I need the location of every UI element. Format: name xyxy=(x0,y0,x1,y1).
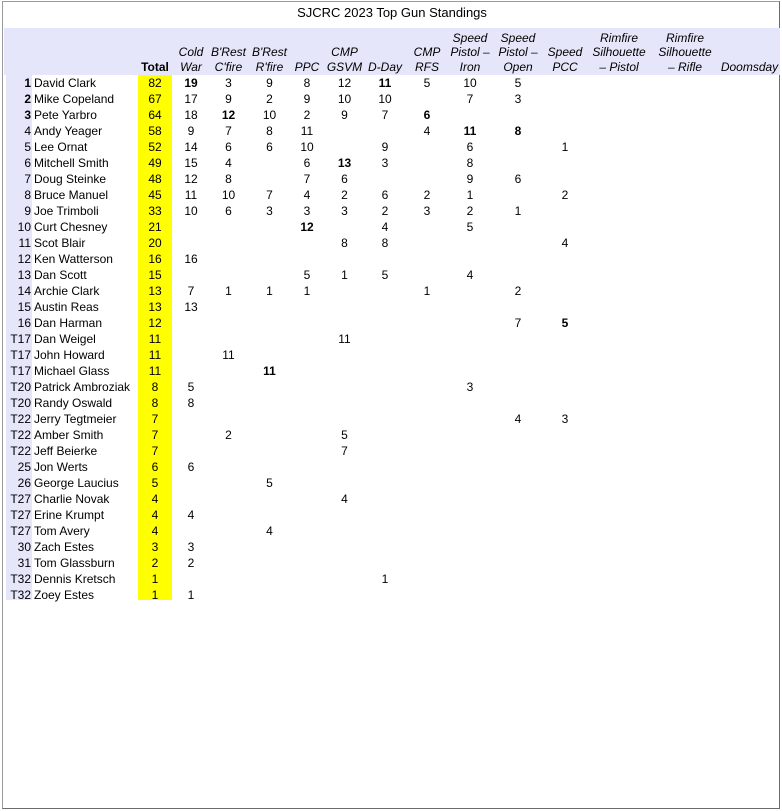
total-cell: 49 xyxy=(148,156,162,170)
score-cell: 19 xyxy=(184,76,198,90)
total-cell: 12 xyxy=(148,316,162,330)
header-doomsday: Doomsday xyxy=(720,59,779,74)
rank-cell: 8 xyxy=(24,188,31,202)
shooter-name: Michael Glass xyxy=(34,364,110,378)
score-cell: 11 xyxy=(184,188,198,202)
header-cold-war: Cold War xyxy=(178,45,204,74)
shooter-name: Mitchell Smith xyxy=(34,156,109,170)
table-row xyxy=(3,411,781,427)
table-row xyxy=(3,395,781,411)
total-cell: 7 xyxy=(151,444,159,458)
shooter-name: Ken Watterson xyxy=(34,252,113,266)
rank-cell: T17 xyxy=(10,364,31,378)
score-cell: 4 xyxy=(423,124,431,138)
score-cell: 3 xyxy=(381,156,389,170)
score-cell: 3 xyxy=(514,92,522,106)
standings-sheet xyxy=(2,1,780,809)
total-cell: 1 xyxy=(151,572,159,586)
score-cell: 2 xyxy=(381,204,389,218)
rank-cell: T27 xyxy=(10,492,31,506)
shooter-name: Randy Oswald xyxy=(34,396,113,410)
total-cell: 82 xyxy=(148,76,162,90)
shooter-name: Zoey Estes xyxy=(34,588,95,602)
score-cell: 11 xyxy=(338,332,351,346)
score-cell: 8 xyxy=(225,172,232,186)
shooter-name: Dan Weigel xyxy=(34,332,96,346)
score-cell: 2 xyxy=(466,204,474,218)
table-row xyxy=(3,107,781,123)
table-row xyxy=(3,379,781,395)
header-cmp-rfs: CMP RFS xyxy=(413,45,441,74)
shooter-name: Andy Yeager xyxy=(34,124,103,138)
table-row xyxy=(3,555,781,571)
rank-cell: T22 xyxy=(10,412,31,426)
score-cell: 2 xyxy=(303,108,311,122)
total-cell: 2 xyxy=(151,556,159,570)
score-cell: 10 xyxy=(378,92,392,106)
score-cell: 4 xyxy=(266,524,273,538)
table-row xyxy=(3,235,781,251)
table-row xyxy=(3,283,781,299)
total-cell: 6 xyxy=(151,460,159,474)
total-cell: 45 xyxy=(148,188,162,202)
total-cell: 64 xyxy=(148,108,162,122)
score-cell: 7 xyxy=(303,172,311,186)
table-row xyxy=(3,91,781,107)
score-cell: 5 xyxy=(466,220,474,234)
total-cell: 15 xyxy=(148,268,162,282)
score-cell: 11 xyxy=(378,76,392,90)
table-row xyxy=(3,171,781,187)
score-cell: 2 xyxy=(423,188,431,202)
standings-table xyxy=(3,75,781,603)
total-cell: 13 xyxy=(148,300,162,314)
total-cell: 16 xyxy=(148,252,162,266)
score-cell: 4 xyxy=(514,412,522,426)
score-cell: 4 xyxy=(225,156,232,170)
total-cell: 11 xyxy=(148,332,162,346)
shooter-name: Doug Steinke xyxy=(34,172,107,186)
score-cell: 9 xyxy=(381,140,389,154)
rank-cell: 14 xyxy=(17,284,31,298)
score-cell: 6 xyxy=(381,188,389,202)
header-speed-pistol-iron: Speed Pistol – Iron xyxy=(450,30,490,74)
rank-cell: T32 xyxy=(10,572,31,586)
score-cell: 15 xyxy=(184,156,198,170)
score-cell: 10 xyxy=(337,92,352,106)
score-cell: 5 xyxy=(303,268,311,282)
score-cell: 1 xyxy=(187,588,195,602)
score-cell: 12 xyxy=(184,172,198,186)
score-cell: 5 xyxy=(341,428,348,442)
score-cell: 11 xyxy=(300,124,314,138)
score-cell: 2 xyxy=(341,188,348,202)
score-cell: 3 xyxy=(423,204,431,218)
score-cell: 8 xyxy=(187,396,195,410)
header-rimfire-silhouette-pistol: Rimfire Silhouette – Pistol xyxy=(592,30,646,74)
score-cell: 12 xyxy=(337,76,352,90)
score-cell: 1 xyxy=(303,284,311,298)
shooter-name: Joe Trimboli xyxy=(34,204,99,218)
score-cell: 3 xyxy=(303,204,311,218)
shooter-name: Curt Chesney xyxy=(34,220,108,234)
score-cell: 1 xyxy=(341,268,348,282)
total-cell: 13 xyxy=(148,284,162,298)
total-cell: 1 xyxy=(151,588,159,602)
total-cell: 52 xyxy=(148,140,162,154)
table-row xyxy=(3,139,781,155)
score-cell: 6 xyxy=(303,156,311,170)
score-cell: 5 xyxy=(561,316,569,330)
score-cell: 4 xyxy=(303,188,311,202)
header-speed-pcc: Speed PCC xyxy=(547,45,583,74)
rank-cell: 3 xyxy=(24,108,31,122)
score-cell: 6 xyxy=(225,204,232,218)
score-cell: 5 xyxy=(187,380,195,394)
rank-cell: 4 xyxy=(24,124,31,138)
shooter-name: Jerry Tegtmeier xyxy=(34,412,117,426)
shooter-name: Zach Estes xyxy=(34,540,95,554)
rank-cell: T20 xyxy=(10,396,31,410)
score-cell: 2 xyxy=(514,284,522,298)
rank-cell: 11 xyxy=(18,236,31,250)
score-cell: 1 xyxy=(266,284,273,298)
rank-cell: 15 xyxy=(17,300,31,314)
score-cell: 3 xyxy=(266,204,273,218)
rank-cell: 12 xyxy=(17,252,31,266)
score-cell: 18 xyxy=(184,108,198,122)
score-cell: 3 xyxy=(561,412,569,426)
total-cell: 20 xyxy=(148,236,162,250)
rank-cell: T27 xyxy=(10,524,31,538)
rank-cell: 1 xyxy=(24,76,31,90)
table-row xyxy=(3,523,781,539)
table-row xyxy=(3,203,781,219)
table-row xyxy=(3,75,781,91)
total-cell: 7 xyxy=(151,412,159,426)
shooter-name: Mike Copeland xyxy=(34,92,115,106)
shooter-name: Dan Harman xyxy=(34,316,103,330)
total-cell: 48 xyxy=(148,172,162,186)
shooter-name: Jeff Beierke xyxy=(34,444,98,458)
score-cell: 6 xyxy=(514,172,522,186)
table-row xyxy=(3,299,781,315)
table-row xyxy=(3,587,781,603)
table-row xyxy=(3,267,781,283)
total-cell: 4 xyxy=(151,508,159,522)
score-cell: 7 xyxy=(187,284,195,298)
total-cell: 11 xyxy=(148,364,162,378)
score-cell: 9 xyxy=(341,108,348,122)
score-cell: 8 xyxy=(266,124,273,138)
table-row xyxy=(3,251,781,267)
page-title: SJCRC 2023 Top Gun Standings xyxy=(297,5,487,20)
shooter-name: Tom Glassburn xyxy=(34,556,115,570)
score-cell: 8 xyxy=(466,156,474,170)
total-cell: 3 xyxy=(151,540,159,554)
table-row xyxy=(3,331,781,347)
score-cell: 8 xyxy=(381,236,389,250)
score-cell: 10 xyxy=(184,204,198,218)
rank-cell: T22 xyxy=(10,444,31,458)
total-cell: 5 xyxy=(151,476,159,490)
score-cell: 11 xyxy=(222,348,235,362)
header-b-rest-r-fire: B'Rest R'fire xyxy=(252,45,287,74)
shooter-name: Archie Clark xyxy=(34,284,100,298)
header-ppc: PPC xyxy=(294,59,320,74)
shooter-name: Dan Scott xyxy=(34,268,87,282)
score-cell: 1 xyxy=(381,572,389,586)
header-d-day: D-Day xyxy=(367,59,402,74)
table-row xyxy=(3,123,781,139)
rank-cell: T32 xyxy=(10,588,31,602)
table-row xyxy=(3,187,781,203)
shooter-name: Tom Avery xyxy=(34,524,90,538)
table-row xyxy=(3,363,781,379)
score-cell: 6 xyxy=(187,460,195,474)
total-cell: 4 xyxy=(151,524,159,538)
score-cell: 2 xyxy=(561,188,569,202)
score-cell: 14 xyxy=(184,140,198,154)
table-row xyxy=(3,347,781,363)
total-cell: 58 xyxy=(148,124,162,138)
shooter-name: David Clark xyxy=(34,76,97,90)
score-cell: 17 xyxy=(184,92,198,106)
shooter-name: Charlie Novak xyxy=(34,492,110,506)
table-row xyxy=(3,427,781,443)
score-cell: 9 xyxy=(187,124,195,138)
shooter-name: Lee Ornat xyxy=(34,140,88,154)
score-cell: 6 xyxy=(266,140,273,154)
rank-cell: T22 xyxy=(10,428,31,442)
rank-cell: 13 xyxy=(17,268,31,282)
shooter-name: Erine Krumpt xyxy=(34,508,105,522)
table-row xyxy=(3,539,781,555)
score-cell: 9 xyxy=(225,92,232,106)
total-cell: 67 xyxy=(148,92,162,106)
table-row xyxy=(3,475,781,491)
rank-cell: 5 xyxy=(24,140,31,154)
shooter-name: Austin Reas xyxy=(34,300,99,314)
shooter-name: John Howard xyxy=(34,348,105,362)
score-cell: 8 xyxy=(514,124,522,138)
rank-cell: 25 xyxy=(17,460,31,474)
rank-cell: T27 xyxy=(10,508,31,522)
score-cell: 3 xyxy=(466,380,474,394)
score-cell: 4 xyxy=(466,268,474,282)
score-cell: 1 xyxy=(225,284,232,298)
score-cell: 7 xyxy=(381,108,389,122)
rank-cell: 30 xyxy=(17,540,31,554)
rank-cell: 26 xyxy=(17,476,31,490)
total-cell: 8 xyxy=(151,396,159,410)
total-cell: 11 xyxy=(148,348,162,362)
shooter-name: Jon Werts xyxy=(34,460,88,474)
rank-cell: 2 xyxy=(24,92,31,106)
score-cell: 6 xyxy=(225,140,232,154)
header-b-rest-c-fire: B'Rest C'fire xyxy=(211,45,246,74)
score-cell: 4 xyxy=(187,508,195,522)
rank-cell: T20 xyxy=(10,380,31,394)
total-cell: 7 xyxy=(151,428,159,442)
score-cell: 5 xyxy=(381,268,389,282)
score-cell: 4 xyxy=(561,236,569,250)
shooter-name: Dennis Kretsch xyxy=(34,572,116,586)
score-cell: 11 xyxy=(463,124,477,138)
shooter-name: Scot Blair xyxy=(34,236,86,250)
score-cell: 1 xyxy=(466,188,474,202)
score-cell: 6 xyxy=(341,172,348,186)
table-row xyxy=(3,491,781,507)
score-cell: 2 xyxy=(225,428,232,442)
table-row xyxy=(3,507,781,523)
score-cell: 6 xyxy=(466,140,474,154)
shooter-name: Bruce Manuel xyxy=(34,188,109,202)
score-cell: 5 xyxy=(266,476,273,490)
total-cell: 21 xyxy=(148,220,162,234)
rank-cell: 10 xyxy=(17,220,31,234)
score-cell: 10 xyxy=(300,140,314,154)
score-cell: 9 xyxy=(466,172,474,186)
header-speed-pistol-open: Speed Pistol – Open xyxy=(498,30,538,74)
score-cell: 5 xyxy=(514,76,522,90)
score-cell: 7 xyxy=(266,188,273,202)
table-row xyxy=(3,459,781,475)
table-row xyxy=(3,155,781,171)
rank-cell: T17 xyxy=(10,332,31,346)
table-row xyxy=(3,443,781,459)
score-cell: 4 xyxy=(381,220,389,234)
score-cell: 1 xyxy=(423,284,431,298)
score-cell: 3 xyxy=(341,204,348,218)
rank-cell: 7 xyxy=(24,172,31,186)
header-rimfire-silhouette-rifle: Rimfire Silhouette – Rifle xyxy=(658,30,712,74)
score-cell: 5 xyxy=(423,76,431,90)
score-cell: 13 xyxy=(337,156,352,170)
header-cmp-gsvm: CMP GSVM xyxy=(326,45,363,74)
score-cell: 12 xyxy=(300,220,314,234)
score-cell: 3 xyxy=(225,76,232,90)
total-cell: 8 xyxy=(151,380,159,394)
shooter-name: Amber Smith xyxy=(34,428,104,442)
score-cell: 7 xyxy=(341,444,348,458)
score-cell: 7 xyxy=(225,124,232,138)
score-cell: 8 xyxy=(341,236,348,250)
table-row xyxy=(3,571,781,587)
shooter-name: George Laucius xyxy=(34,476,119,490)
score-cell: 6 xyxy=(423,108,431,122)
score-cell: 1 xyxy=(514,204,522,218)
score-cell: 8 xyxy=(303,76,311,90)
rank-cell: 31 xyxy=(17,556,31,570)
rank-cell: T17 xyxy=(10,348,31,362)
score-cell: 2 xyxy=(266,92,273,106)
score-cell: 2 xyxy=(187,556,195,570)
total-cell: 4 xyxy=(151,492,159,506)
total-cell: 33 xyxy=(148,204,162,218)
score-cell: 11 xyxy=(263,364,276,378)
score-cell: 10 xyxy=(463,76,477,90)
score-cell: 7 xyxy=(466,92,474,106)
score-cell: 3 xyxy=(187,540,195,554)
score-cell: 10 xyxy=(262,108,277,122)
shooter-name: Pete Yarbro xyxy=(34,108,97,122)
rank-cell: 16 xyxy=(17,316,31,330)
score-cell: 1 xyxy=(561,140,569,154)
table-row xyxy=(3,219,781,235)
table-row xyxy=(3,315,781,331)
score-cell: 16 xyxy=(184,252,198,266)
score-cell: 4 xyxy=(341,492,348,506)
rank-cell: 9 xyxy=(24,204,31,218)
rank-cell: 6 xyxy=(24,156,31,170)
header-total: Total xyxy=(141,60,169,74)
score-cell: 7 xyxy=(514,316,522,330)
score-cell: 9 xyxy=(303,92,311,106)
score-cell: 12 xyxy=(221,108,236,122)
shooter-name: Patrick Ambroziak xyxy=(34,380,131,394)
score-cell: 13 xyxy=(184,300,198,314)
score-cell: 9 xyxy=(266,76,273,90)
score-cell: 10 xyxy=(221,188,236,202)
